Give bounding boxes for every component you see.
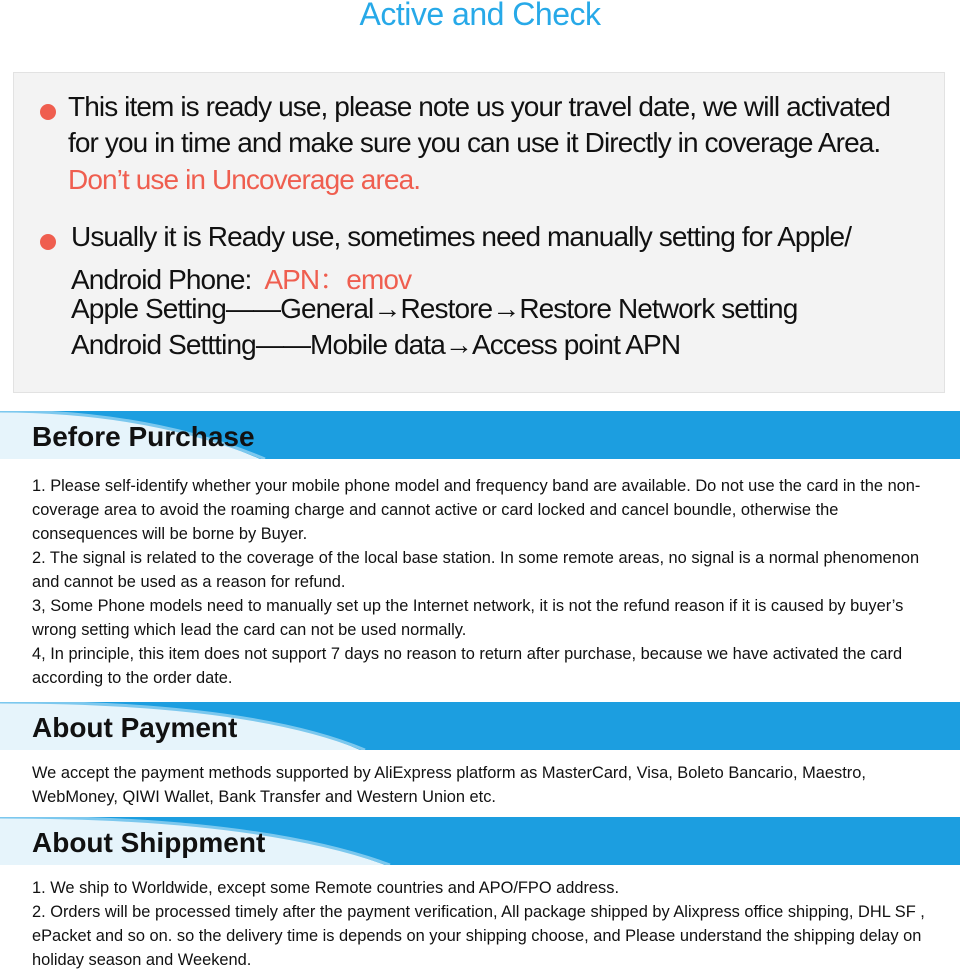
- about-shipment-body: [32, 876, 947, 972]
- page-title: Active and Check: [359, 0, 601, 32]
- about-payment-body: [32, 761, 947, 809]
- notice-item1-line2: for you in time and make sure you can use it Directly in coverage Area.: [68, 127, 881, 158]
- before-purchase-banner: [0, 411, 960, 459]
- about-shipment-heading: About Shippment: [32, 827, 266, 858]
- notice-box: [13, 72, 945, 393]
- payment-text: We accept the payment methods supported by AliExpress platform as MasterCard, Visa, Boleto Bancario, Maestro, WebMoney, QIWI Wallet, Bank Transfer and Western Union etc.: [32, 764, 866, 806]
- list-item: 2. Orders will be processed timely after the payment verification, All package shipped by Alixpress office shipping, DHL SF , ePacket and so on. so the delivery time is depends on your shipping choose, and Please understand the shipping delay on holiday season and Weekend.: [32, 903, 925, 969]
- notice-warning: Don’t use in Uncoverage area.: [68, 164, 421, 195]
- android-setting: Android Settting——Mobile data→Access point APN: [71, 329, 681, 360]
- list-item: 3, Some Phone models need to manually set up the Internet network, it is not the refund reason if it is caused by buyer’s wrong setting which lead the card can not be used normally.: [32, 597, 904, 639]
- about-payment-banner: [0, 702, 960, 750]
- list-item: 1. Please self-identify whether your mobile phone model and frequency band are available. Do not use the card in the non-coverage area to avoid the roaming charge and cannot active or card locked and cancel boundle, otherwise the consequences will be borne by Buyer.: [32, 477, 921, 543]
- bullet-icon: [40, 104, 56, 120]
- before-purchase-heading: Before Purchase: [32, 421, 255, 452]
- notice-item2-line1: Usually it is Ready use, sometimes need manually setting for Apple/: [71, 221, 852, 252]
- before-purchase-body: [32, 474, 947, 690]
- bullet-icon: [40, 234, 56, 250]
- list-item: 2. The signal is related to the coverage of the local base station. In some remote areas, no signal is a normal phenomenon and cannot be used as a reason for refund.: [32, 549, 920, 591]
- list-item: 1. We ship to Worldwide, except some Remote countries and APO/FPO address.: [32, 879, 619, 897]
- notice-item1-line1: This item is ready use, please note us your travel date, we will activated: [68, 91, 891, 122]
- notice-item2-android-line: [71, 258, 411, 298]
- android-phone-label: Android Phone:: [71, 264, 252, 295]
- apple-setting: Apple Setting——General→Restore→Restore Network setting: [71, 293, 798, 324]
- apn-value: APN：emov: [264, 264, 412, 295]
- about-shipment-banner: [0, 817, 960, 865]
- list-item: 4, In principle, this item does not support 7 days no reason to return after purchase, because we have activated the card according to the order date.: [32, 645, 903, 687]
- about-payment-heading: About Payment: [32, 712, 238, 743]
